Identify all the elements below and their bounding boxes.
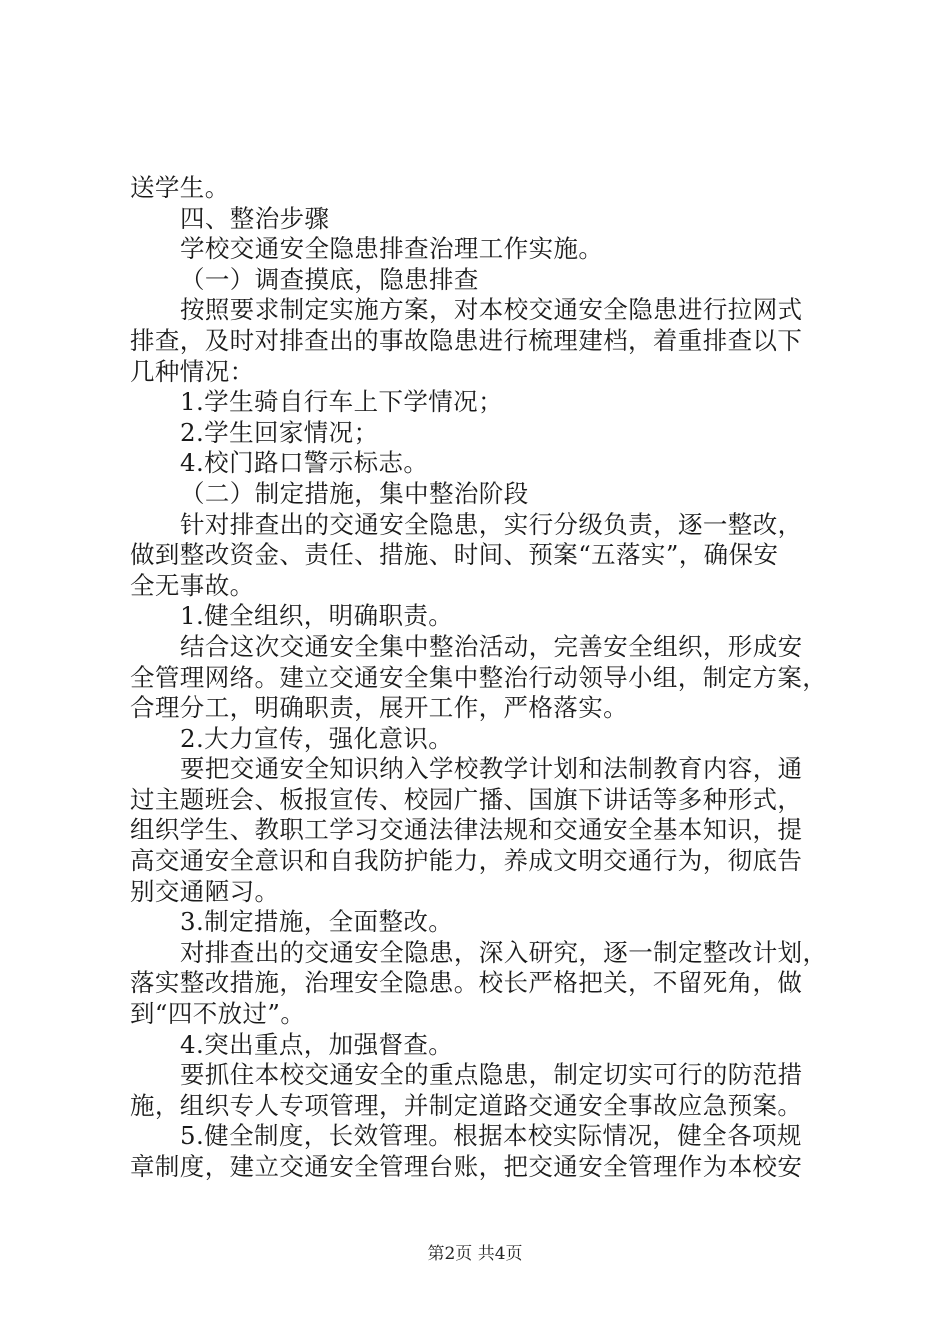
text-line: 按照要求制定实施方案，对本校交通安全隐患进行拉网式 <box>180 295 803 325</box>
text-line: 四、整治步骤 <box>180 203 330 233</box>
text-line: 1.健全组织，明确职责。 <box>180 601 454 631</box>
text-line: 1.学生骑自行车上下学情况； <box>180 387 503 417</box>
text-line: 做到整改资金、责任、措施、时间、预案“五落实”，确保安 <box>130 540 779 570</box>
text-line: 排查，及时对排查出的事故隐患进行梳理建档，着重排查以下 <box>130 325 803 355</box>
text-line: 5.健全制度，长效管理。根据本校实际情况，健全各项规 <box>180 1121 802 1151</box>
text-line: 全无事故。 <box>130 570 255 600</box>
text-line: 结合这次交通安全集中整治活动，完善安全组织，形成安 <box>180 631 803 661</box>
text-line: 4.突出重点，加强督查。 <box>180 1029 454 1059</box>
text-line: 全管理网络。建立交通安全集中整治行动领导小组，制定方案， <box>130 662 828 692</box>
text-line: 学校交通安全隐患排查治理工作实施。 <box>180 234 604 264</box>
text-line: （二）制定措施，集中整治阶段 <box>180 478 529 508</box>
text-line: 针对排查出的交通安全隐患，实行分级负责，逐一整改， <box>180 509 803 539</box>
text-line: 落实整改措施，治理安全隐患。校长严格把关，不留死角，做 <box>130 968 803 998</box>
text-line: 组织学生、教职工学习交通法律法规和交通安全基本知识，提 <box>130 815 803 845</box>
text-line: 到“四不放过”。 <box>130 999 306 1029</box>
text-line: 送学生。 <box>130 173 230 202</box>
text-line: 2.大力宣传，强化意识。 <box>180 723 454 753</box>
text-line: 要抓住本校交通安全的重点隐患，制定切实可行的防范措 <box>180 1060 803 1090</box>
text-line: 高交通安全意识和自我防护能力，养成文明交通行为，彻底告 <box>130 846 803 876</box>
text-line: 4.校门路口警示标志。 <box>180 448 429 478</box>
page-footer: 第2页 共4页 <box>427 1244 523 1264</box>
text-line: 别交通陋习。 <box>130 876 280 906</box>
text-line: 章制度，建立交通安全管理台账，把交通安全管理作为本校安 <box>130 1152 803 1181</box>
text-line: 2.学生回家情况； <box>180 417 379 447</box>
text-line: 施，组织专人专项管理，并制定道路交通安全事故应急预案。 <box>130 1090 803 1120</box>
text-line: 合理分工，明确职责，展开工作，严格落实。 <box>130 693 628 723</box>
text-line: 要把交通安全知识纳入学校教学计划和法制教育内容，通 <box>180 754 803 784</box>
text-line: （一）调查摸底，隐患排查 <box>180 264 479 294</box>
text-line: 几种情况： <box>130 356 255 386</box>
text-line: 过主题班会、板报宣传、校园广播、国旗下讲话等多种形式， <box>130 784 803 814</box>
text-line: 对排查出的交通安全隐患，深入研究，逐一制定整改计划， <box>180 937 828 967</box>
text-line: 3.制定措施，全面整改。 <box>180 907 454 937</box>
document-body <box>130 173 835 1183</box>
